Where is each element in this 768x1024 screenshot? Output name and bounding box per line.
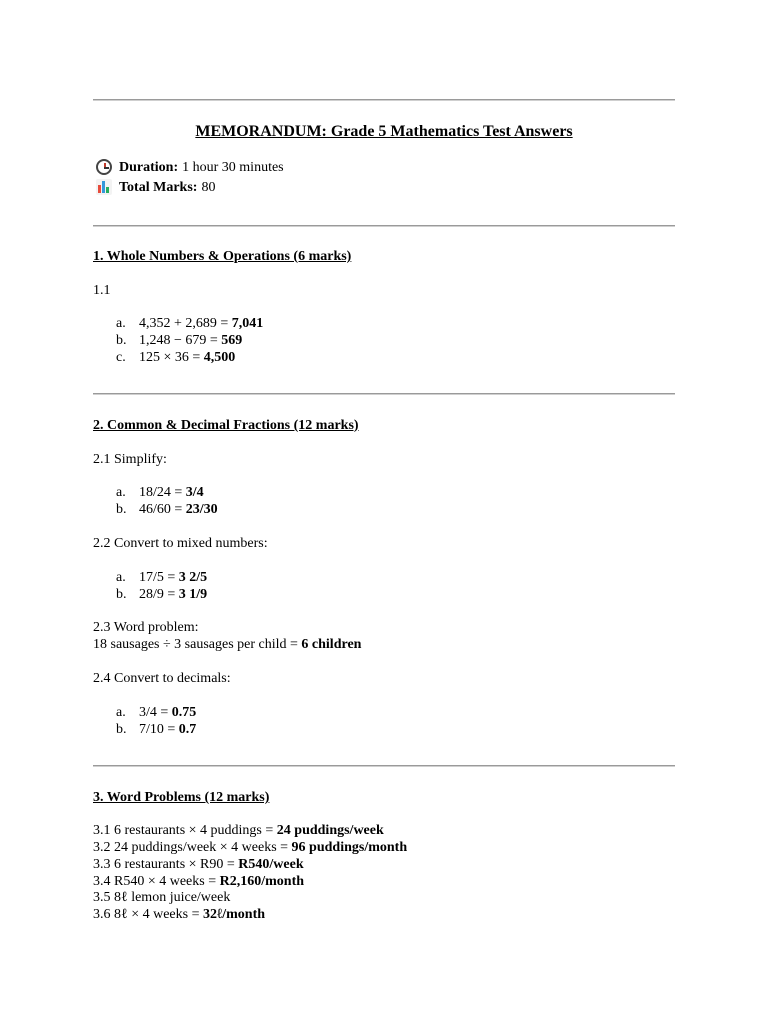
- list-item: b. 28/9 = 3 1/9: [116, 587, 208, 602]
- list-item: 3.3 6 restaurants × R90 = R540/week: [93, 857, 304, 872]
- list-item: a. 18/24 = 3/4: [116, 485, 204, 500]
- question-label: 2.2 Convert to mixed numbers:: [93, 536, 268, 551]
- list-item: b. 1,248 − 679 = 569: [116, 333, 243, 348]
- duration-value: 1 hour 30 minutes: [182, 159, 284, 175]
- total-marks-value: 80: [201, 179, 216, 195]
- section-heading-1: 1. Whole Numbers & Operations (6 marks): [93, 249, 352, 264]
- clock-icon: [96, 159, 112, 175]
- duration-row: [96, 158, 284, 176]
- list-item: b. 7/10 = 0.7: [116, 722, 197, 737]
- list-item: 3.6 8ℓ × 4 weeks = 32ℓ/month: [93, 907, 266, 922]
- question-label: 1.1: [93, 283, 111, 298]
- duration-label: Duration:: [119, 159, 179, 175]
- total-marks-label: Total Marks:: [119, 179, 198, 195]
- total-marks-row: [96, 178, 215, 196]
- list-item: a. 4,352 + 2,689 = 7,041: [116, 316, 264, 331]
- bar-chart-icon: [96, 179, 112, 195]
- list-item: 3.2 24 puddings/week × 4 weeks = 96 puddings/month: [93, 840, 408, 855]
- question-label: 2.1 Simplify:: [93, 452, 167, 467]
- section-heading-2: 2. Common & Decimal Fractions (12 marks): [93, 418, 359, 433]
- question-label: 2.3 Word problem:: [93, 620, 199, 635]
- list-item: b. 46/60 = 23/30: [116, 502, 218, 517]
- list-item: c. 125 × 36 = 4,500: [116, 350, 236, 365]
- horizontal-rule: [93, 765, 675, 767]
- list-item: 3.4 R540 × 4 weeks = R2,160/month: [93, 874, 305, 889]
- section-heading-3: 3. Word Problems (12 marks): [93, 790, 270, 805]
- horizontal-rule: [93, 225, 675, 227]
- question-label: 2.4 Convert to decimals:: [93, 671, 231, 686]
- list-item: 3.5 8ℓ lemon juice/week: [93, 890, 231, 905]
- document-title: MEMORANDUM: Grade 5 Mathematics Test Answers: [195, 123, 573, 140]
- list-item: a. 17/5 = 3 2/5: [116, 570, 208, 585]
- horizontal-rule: [93, 393, 675, 395]
- list-item: 3.1 6 restaurants × 4 puddings = 24 puddings/week: [93, 823, 384, 838]
- horizontal-rule: [93, 99, 675, 101]
- list-item: a. 3/4 = 0.75: [116, 705, 197, 720]
- word-problem-answer: 18 sausages ÷ 3 sausages per child = 6 children: [93, 637, 362, 652]
